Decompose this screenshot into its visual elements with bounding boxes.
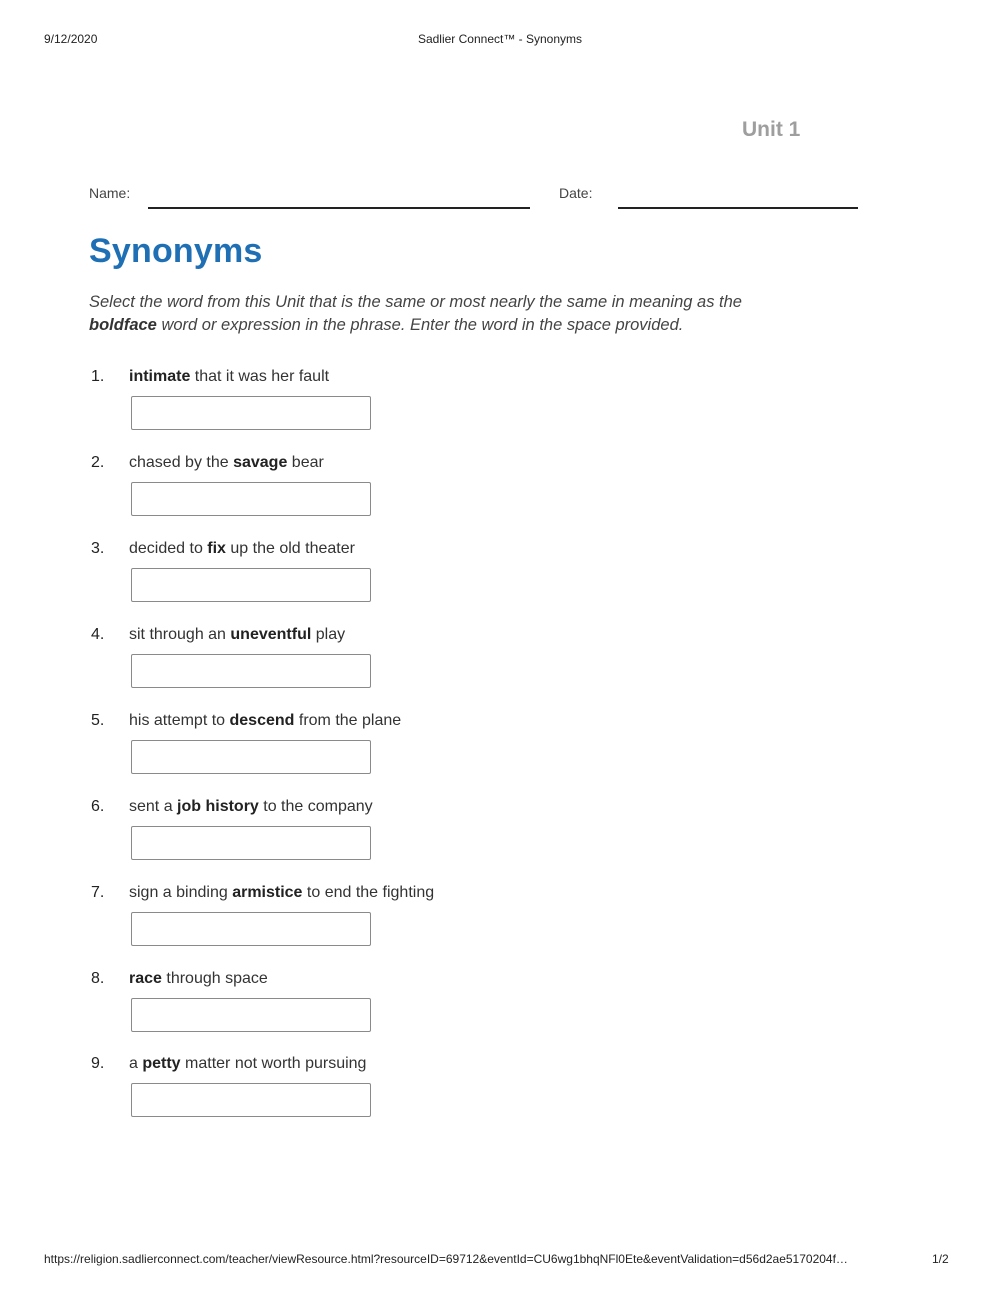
question-text: intimate that it was her fault <box>129 368 330 385</box>
question-number: 9. <box>91 1055 105 1072</box>
question-number: 4. <box>91 626 105 643</box>
instructions-part2: word or expression in the phrase. Enter the word in the space provided. <box>161 316 684 334</box>
question-number: 6. <box>91 798 105 815</box>
answer-input-7[interactable] <box>131 912 371 946</box>
answer-input-8[interactable] <box>131 998 371 1032</box>
question-text: race through space <box>129 970 268 987</box>
instructions-part1: Select the word from this Unit that is the same or most nearly the same in meaning as the <box>89 293 742 311</box>
question-text: sign a binding armistice to end the fighting <box>129 884 435 901</box>
unit-label: Unit 1 <box>742 118 801 141</box>
answer-input-6[interactable] <box>131 826 371 860</box>
answer-input-9[interactable] <box>131 1083 371 1117</box>
question-text: his attempt to descend from the plane <box>129 712 402 729</box>
page-number: 1/2 <box>932 1252 949 1266</box>
question-number: 3. <box>91 540 105 557</box>
question-number: 1. <box>91 368 105 385</box>
print-title: Sadlier Connect™ - Synonyms <box>417 32 583 46</box>
question-number: 8. <box>91 970 105 987</box>
question-text: sit through an uneventful play <box>129 626 346 643</box>
name-label: Name: <box>89 185 131 201</box>
question-text: a petty matter not worth pursuing <box>129 1055 367 1072</box>
answer-input-5[interactable] <box>131 740 371 774</box>
date-label: Date: <box>559 185 593 201</box>
question-number: 5. <box>91 712 105 729</box>
question-text: chased by the savage bear <box>129 454 324 471</box>
date-line <box>618 207 858 209</box>
question-text: decided to fix up the old theater <box>129 540 355 557</box>
answer-input-4[interactable] <box>131 654 371 688</box>
question-number: 7. <box>91 884 105 901</box>
name-line <box>148 207 530 209</box>
question-text: sent a job history to the company <box>129 798 373 815</box>
answer-input-3[interactable] <box>131 568 371 602</box>
print-url: https://religion.sadlierconnect.com/teacher/viewResource.html?resourceID=69712&eventId=CU6wg1bhqNFl0Ete&eventValidation=d56d2ae5170204f… <box>44 1252 848 1266</box>
answer-input-2[interactable] <box>131 482 371 516</box>
answer-input-1[interactable] <box>131 396 371 430</box>
instructions-bold: boldface <box>89 316 157 334</box>
question-number: 2. <box>91 454 105 471</box>
page-title: Synonyms <box>89 232 263 270</box>
instructions <box>89 291 849 337</box>
print-date: 9/12/2020 <box>44 32 98 46</box>
